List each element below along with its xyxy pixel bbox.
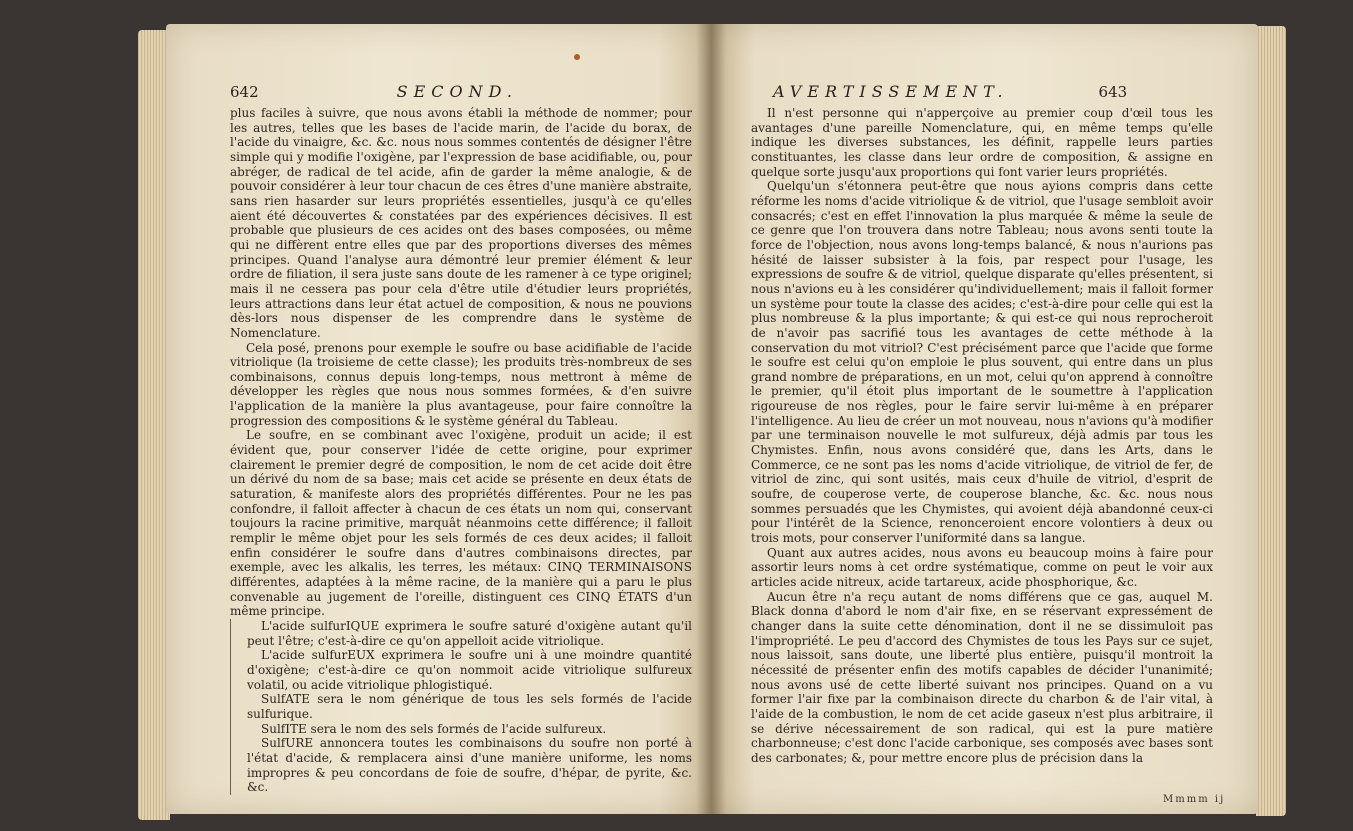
list-item: SulfURE annoncera toutes les combinaisons du soufre non porté à l'état d'acide, & remplacera ainsi d'une manière uniforme, les noms impropres & peu concordans de foie de soufre, d'hépar, de pyrite, &c. &c. [247,736,692,795]
page-number: 642 [230,83,259,101]
right-page-header [751,82,1127,101]
left-page [166,24,713,814]
paragraph: Aucun être n'a reçu autant de noms différens que ce gas, auquel M. Black donna d'abord le nom d'air fixe, en se réservant expressément de changer dans la suite cette dénomination, dont il ne se dissimuloit pas l'impropriété. Le peu d'accord des Chymistes de tous les Pays sur ce sujet, nous laissoit, sans doute, une liberté plus entière, puisqu'il montroit la nécessité de présenter enfin des motifs capables de décider l'unanimité; nous avons usé de cette liberté suivant nos principes. Quand on a vu former l'air fixe par la combinaison directe du charbon & de l'air vital, à l'aide de la combustion, le nom de cet acide gaseux n'est plus arbitraire, il se dérive nécessairement de son radical, qui est la pure matière charbonneuse; c'est donc l'acide carbonique, ses composés avec bases sont des carbonates; &, pour mettre encore plus de précision dans la [751,589,1213,765]
book-gutter [696,24,726,814]
paragraph: Il n'est personne qui n'apperçoive au premier coup d'œil tous les avantages d'une pareille Nomenclature, qui, en même temps qu'elle indique les diverses substances, les définit, rappelle leurs parties constituantes, les classe dans leur ordre de composition, & assigne en quelque sorte jusqu'aux proportions qui font varier leurs propriétés. [751,106,1213,179]
open-book [128,16,1288,821]
running-head: AVERTISSEMENT. [773,82,1009,101]
left-page-body [230,106,692,795]
list-item: L'acide sulfurEUX exprimera le soufre uni à une moindre quantité d'oxigène; c'est-à-dire ce qu'on nommoit acide vitriolique sulfureux volatil, ou acide vitriolique phlogistiqué. [247,648,692,692]
signature-mark: Mmmm ij [1163,794,1226,805]
list-item: SulfITE sera le nom des sels formés de l'acide sulfureux. [261,721,607,736]
running-head: SECOND. [396,82,518,101]
ink-spot [574,54,580,60]
paragraph: Quant aux autres acides, nous avons eu beaucoup moins à faire pour assortir leurs noms à cet ordre systématique, comme on peut le voir aux articles acide nitreux, acide tartareux, acide phosphorique, &c. [751,545,1213,589]
paragraph: Le soufre, en se combinant avec l'oxigène, produit un acide; il est évident que, pour conserver l'idée de cette origine, pour exprimer clairement le premier degré de composition, le nom de cet acide doit être un dérivé du nom de sa base; mais cet acide se présente en deux états de saturation, & manifeste alors des propriétés différentes. Pour ne les pas confondre, il falloit affecter à chacun de ces états un nom qui, conservant toujours la racine primitive, marquât néanmoins cette différence; il falloit remplir le même objet pour les sels formés de ces deux acides; il falloit enfin considérer le soufre dans d'autres combinaisons directes, par exemple, avec les alkalis, les terres, les métaux: CINQ TERMINAISONS différentes, adaptées à la même racine, de la manière qui a paru le plus convenable au jugement de l'oreille, distinguent ces CINQ ÉTATS d'un même principe. [230,428,692,619]
terminations-list [230,619,692,795]
right-page-body [751,106,1213,766]
right-page [711,24,1258,814]
paragraph: Quelqu'un s'étonnera peut-être que nous ayions compris dans cette réforme les noms d'acide vitriolique & de vitriol, que l'usage sembloit avoir consacrés; c'est en effet l'innovation la plus marquée & même la seule de ce genre que l'on trouvera dans notre Tableau; nous avons senti toute la force de l'objection, nous avons long-temps balancé, & nous n'aurions pas hésité de laisser subsister à la fois, par respect pour l'usage, les expressions de soufre & de vitriol, quelque disparate qu'elles présentent, si nous n'avions eu à les considérer qu'individuellement; mais il falloit former un système pour toute la classe des acides; c'est-à-dire pour celle qui est la plus nombreuse & la plus importante; & qui est-ce qui nous reprocheroit de n'avoir pas sacrifié tous les avantages de cette méthode à la conservation du mot vitriol? C'est précisément parce que l'acide que forme le soufre est celui qu'on emploie le plus souvent, qui entre dans un plus grand nombre de préparations, en un mot, celui qu'on apprend à connoître le premier, qu'il étoit plus important de le soumettre à l'application rigoureuse de nos règles, pour le faire servir lui-même à en préparer l'intelligence. Au lieu de créer un mot nouveau, nous n'avions qu'à modifier par une terminaison nouvelle le mot sulfureux, déjà admis par tous les Chymistes. Enfin, nous avons considéré que, dans les Arts, dans le Commerce, ce ne sont pas les noms d'acide vitriolique, de vitriol de fer, de vitriol de zinc, qui sont usités, mais ceux d'huile de vitriol, d'esprit de soufre, de couperose verte, de couperose blanche, &c. &c. nous nous sommes persuadés que les Chymistes, qui avoient déjà abandonné ceux-ci pour l'intérêt de la Science, renonceroient encore volontiers à deux ou trois mots, pour conserver l'uniformité dans sa langue. [751,179,1213,546]
list-item: L'acide sulfurIQUE exprimera le soufre saturé d'oxigène autant qu'il peut l'être; c'est-à-dire ce qu'on appelloit acide vitriolique. [247,618,692,648]
left-page-header [230,82,518,101]
paragraph: plus faciles à suivre, que nous avons établi la méthode de nommer; pour les autres, telles que les bases de l'acide marin, de l'acide du borax, de l'acide du vinaigre, &c. &c. nous nous sommes contentés de désigner l'être simple qui y modifie l'oxigène, par l'expression de base acidifiable, ou, pour abréger, de radical de tel acide, afin de garder la même analogie, & de pouvoir considérer à leur tour chacun de ces êtres d'une manière abstraite, sans rien hasarder sur leurs propriétés essentielles, jusqu'à ce qu'elles aient été découvertes & constatées par des expériences décisives. Il est probable que plusieurs de ces acides ont des bases composées, ou même qui ne diffèrent entre elles que par des proportions diverses des mêmes principes. Quand l'analyse aura démontré leur premier élément & leur ordre de filiation, il sera juste sans doute de les ramener à ce type originel; mais il ne cessera pas pour cela d'être utile d'étudier leurs propriétés, leurs attractions dans leur état actuel de composition, & nous ne pouvions dès-lors nous dispenser de les comprendre dans le système de Nomenclature. [230,106,692,340]
right-page-edges [1256,26,1286,816]
list-item: SulfATE sera le nom générique de tous les sels formés de l'acide sulfurique. [247,692,692,721]
paragraph: Cela posé, prenons pour exemple le soufre ou base acidifiable de l'acide vitriolique (la troisieme de cette classe); les produits très-nombreux de ses combinaisons, connus depuis long-temps, nous mettront à même de développer les règles que nous nous sommes formées, & d'en suivre l'application de la manière la plus avantageuse, pour faire connoître la progression des compositions & le système général du Tableau. [230,340,692,428]
page-number: 643 [1098,83,1128,101]
